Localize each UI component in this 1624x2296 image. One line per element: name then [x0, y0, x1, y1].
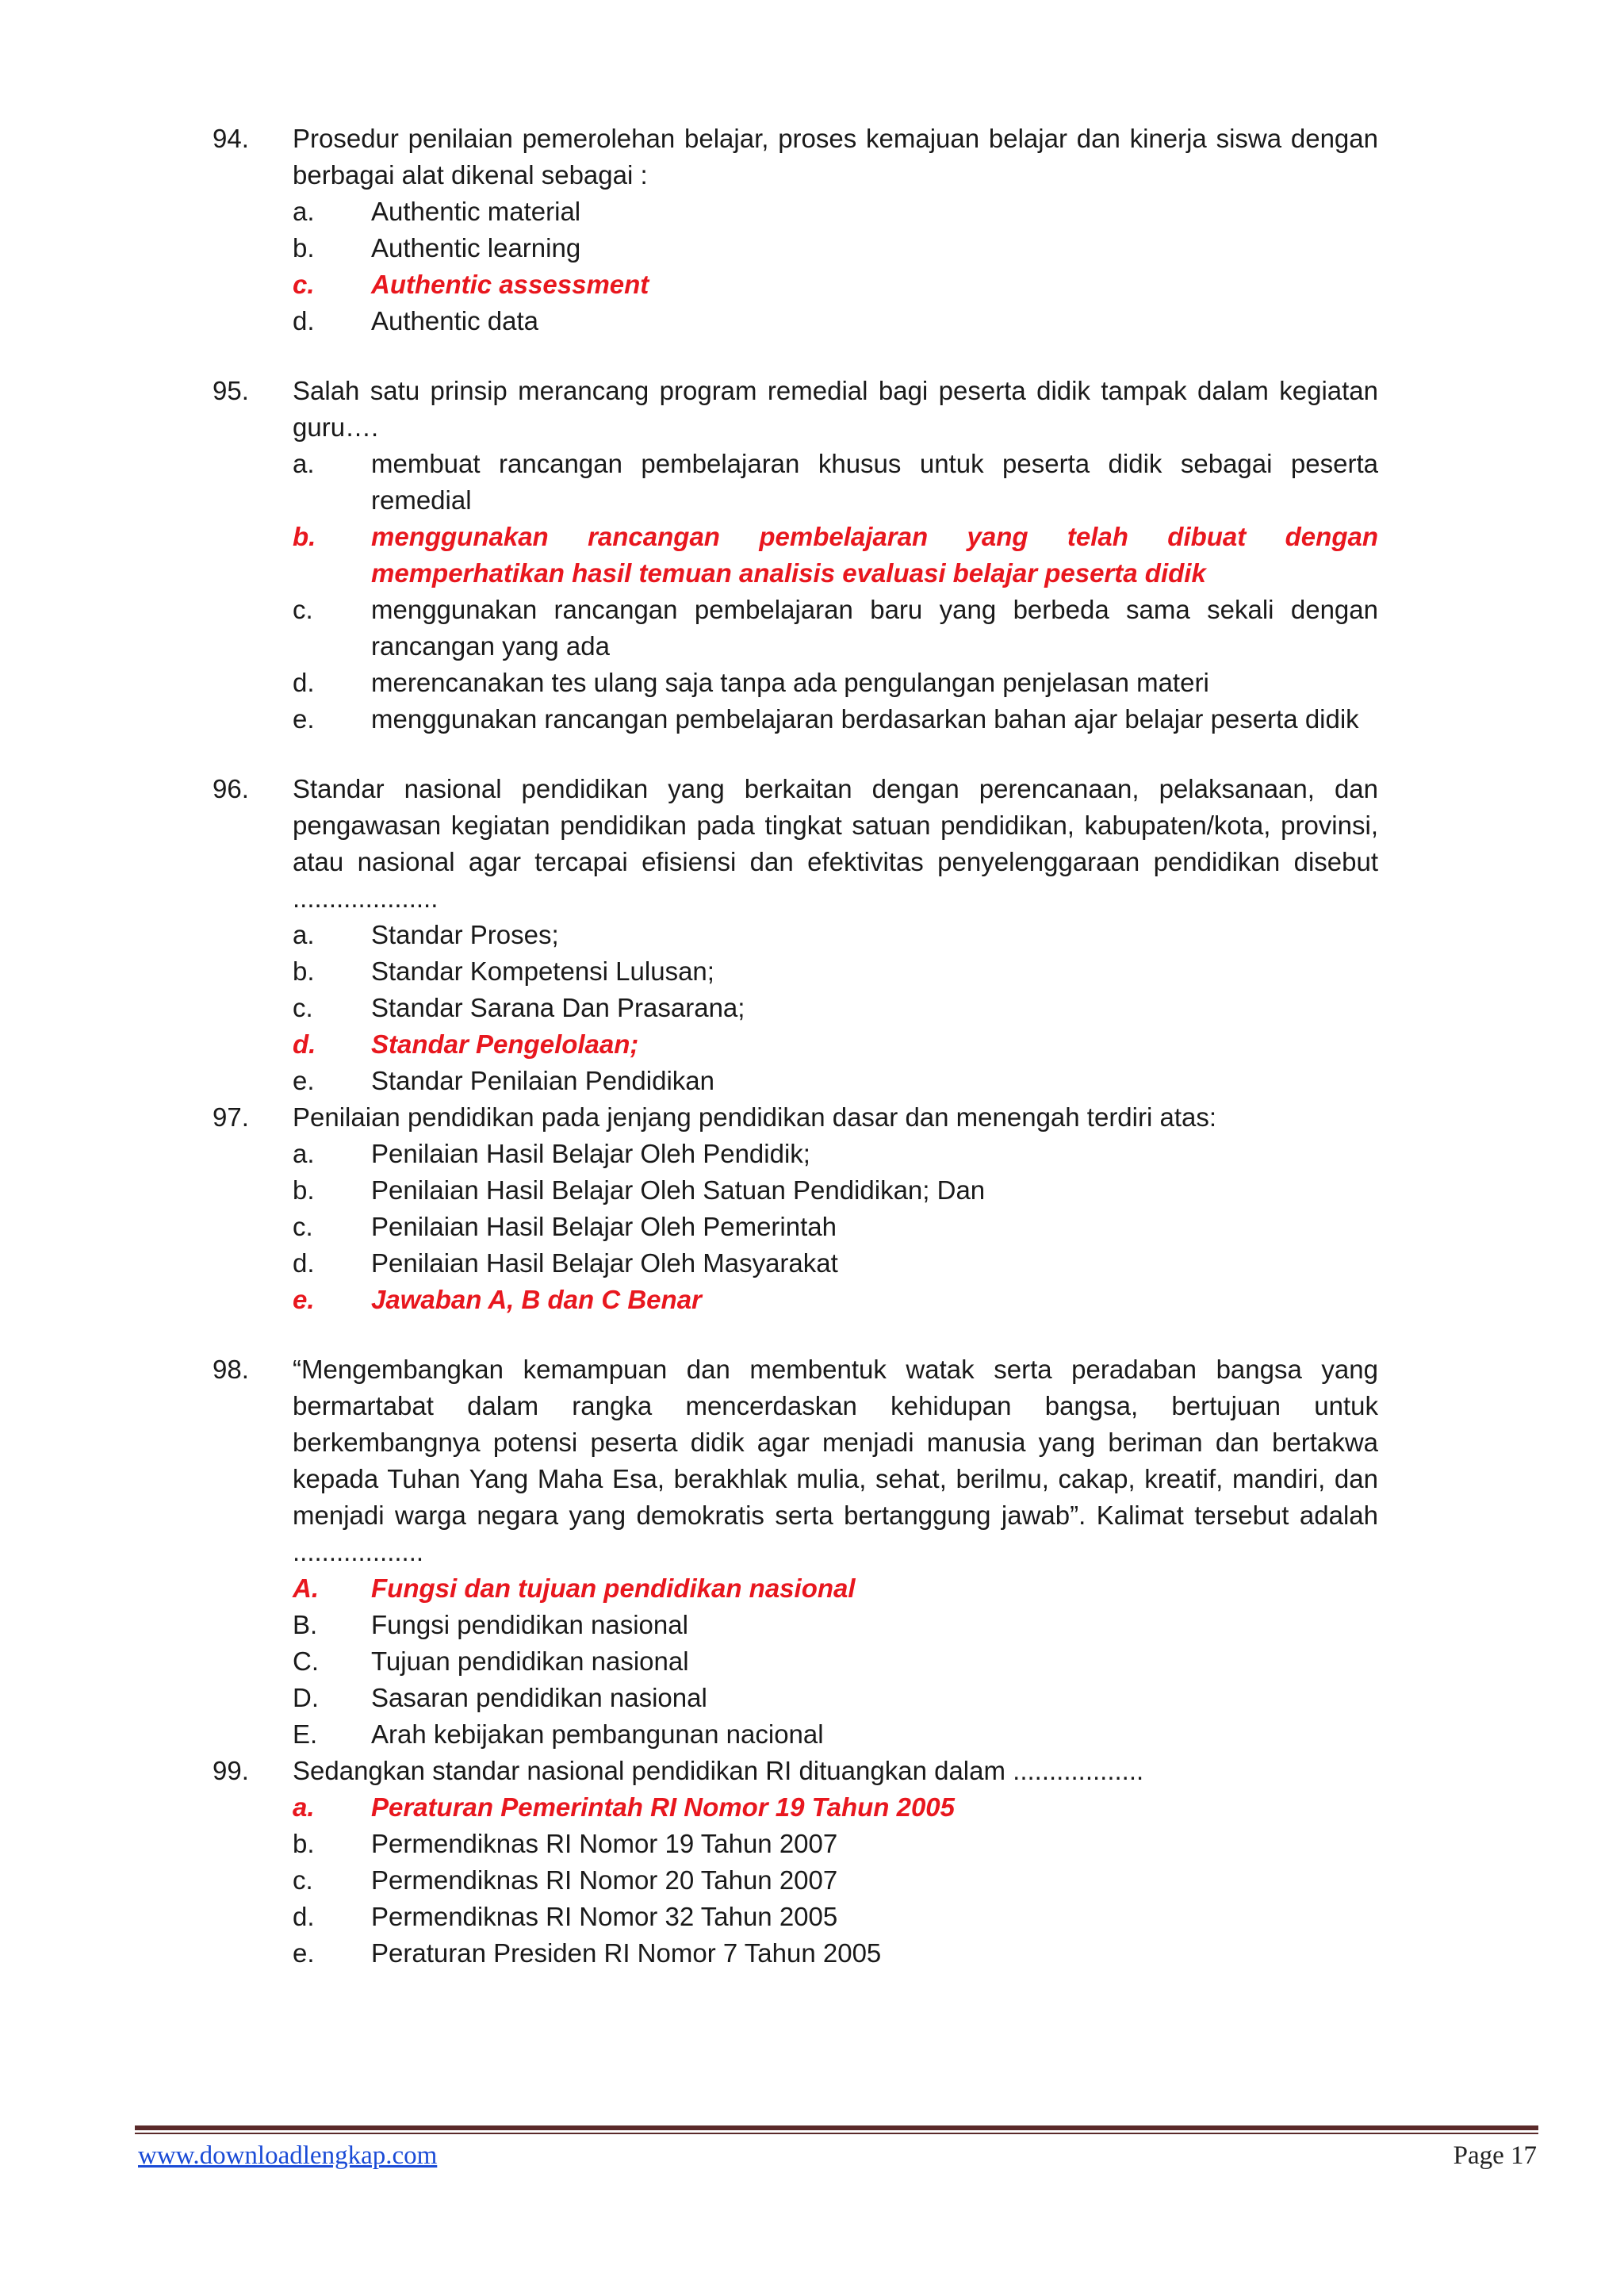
option-letter: d. [293, 1902, 315, 1931]
question-stem [213, 373, 1378, 446]
answer-option [213, 194, 1378, 230]
option-text: Standar Penilaian Pendidikan [371, 1066, 714, 1095]
option-text: Penilaian Hasil Belajar Oleh Satuan Pendidikan; Dan [371, 1175, 986, 1205]
answer-option [213, 917, 1378, 953]
question-number: 95. [213, 376, 249, 405]
option-letter: A. [293, 1573, 319, 1603]
question-stem [213, 121, 1378, 194]
answer-option-correct [213, 1789, 1378, 1826]
option-text: Standar Proses; [371, 920, 559, 949]
question-text: “Mengembangkan kemampuan dan membentuk watak serta peradaban bangsa yang bermartabat dalam rangka mencerdaskan kehidupan bangsa, bertujuan untuk berkembangnya potensi peserta didik agar menjadi manusia yang beriman dan bertakwa kepada Tuhan Yang Maha Esa, berakhlak mulia, sehat, berilmu, cakap, kreatif, mandiri, dan menjadi warga negara yang demokratis serta bertanggung jawab”. Kalimat tersebut adalah .................. [293, 1355, 1378, 1566]
answer-option-correct [213, 519, 1378, 592]
question-block [213, 121, 1378, 339]
option-letter: B. [293, 1610, 318, 1639]
option-letter: b. [293, 1175, 315, 1205]
option-letter: e. [293, 1066, 315, 1095]
question-stem [213, 1753, 1378, 1789]
option-letter: C. [293, 1646, 319, 1676]
answer-option [213, 953, 1378, 990]
answer-option [213, 592, 1378, 665]
option-letter: c. [293, 270, 315, 299]
option-letter: a. [293, 1139, 315, 1168]
answer-option [213, 1899, 1378, 1935]
answer-option [213, 1245, 1378, 1282]
question-list [213, 121, 1378, 2005]
question-stem [213, 771, 1378, 917]
question-block [213, 771, 1378, 1099]
option-text: Arah kebijakan pembangunan nacional [371, 1719, 824, 1749]
option-text: Authentic data [371, 306, 538, 335]
option-letter: b. [293, 522, 316, 551]
question-block [213, 1753, 1378, 1972]
option-letter: c. [293, 993, 313, 1022]
option-text: menggunakan rancangan pembelajaran berdasarkan bahan ajar belajar peserta didik [371, 704, 1359, 734]
option-letter: e. [293, 1285, 315, 1314]
option-text: Standar Pengelolaan; [371, 1029, 639, 1059]
option-text: Standar Kompetensi Lulusan; [371, 956, 714, 986]
option-text: Tujuan pendidikan nasional [371, 1646, 689, 1676]
option-letter: D. [293, 1683, 319, 1712]
question-block [213, 1099, 1378, 1318]
option-text: Fungsi pendidikan nasional [371, 1610, 688, 1639]
option-text: menggunakan rancangan pembelajaran baru yang berbeda sama sekali dengan rancangan yang ada [371, 595, 1378, 661]
answer-option-correct [213, 266, 1378, 303]
answer-option [213, 1680, 1378, 1716]
option-text: Authentic material [371, 197, 581, 226]
option-text: Authentic assessment [371, 270, 649, 299]
option-letter: E. [293, 1719, 318, 1749]
question-number: 97. [213, 1102, 249, 1132]
footer-website-link[interactable]: www.downloadlengkap.com [138, 2141, 438, 2170]
question-text: Salah satu prinsip merancang program remedial bagi peserta didik tampak dalam kegiatan guru…. [293, 376, 1378, 442]
option-letter: d. [293, 306, 315, 335]
option-letter: d. [293, 1248, 315, 1278]
question-text: Standar nasional pendidikan yang berkaitan dengan perencanaan, pelaksanaan, dan pengawasan kegiatan pendidikan pada tingkat satuan pendidikan, kabupaten/kota, provinsi, atau nasional agar tercapai efisiensi dan efektivitas penyelenggaraan pendidikan disebut .................... [293, 774, 1378, 913]
question-text: Prosedur penilaian pemerolehan belajar, proses kemajuan belajar dan kinerja siswa dengan berbagai alat dikenal sebagai : [293, 124, 1378, 190]
question-number: 94. [213, 124, 249, 153]
answer-option [213, 1935, 1378, 1972]
option-letter: b. [293, 1829, 315, 1858]
option-text: Penilaian Hasil Belajar Oleh Masyarakat [371, 1248, 838, 1278]
option-letter: b. [293, 233, 315, 263]
answer-option [213, 1607, 1378, 1643]
option-text: Penilaian Hasil Belajar Oleh Pendidik; [371, 1139, 810, 1168]
option-text: Penilaian Hasil Belajar Oleh Pemerintah [371, 1212, 837, 1241]
answer-option [213, 303, 1378, 339]
option-text: membuat rancangan pembelajaran khusus untuk peserta didik sebagai peserta remedial [371, 449, 1378, 515]
question-number: 98. [213, 1355, 249, 1384]
answer-option [213, 1826, 1378, 1862]
option-letter: a. [293, 197, 315, 226]
question-stem [213, 1099, 1378, 1136]
option-text: Permendiknas RI Nomor 20 Tahun 2007 [371, 1865, 838, 1895]
answer-option [213, 990, 1378, 1026]
option-letter: a. [293, 449, 315, 478]
option-text: Fungsi dan tujuan pendidikan nasional [371, 1573, 856, 1603]
option-text: Permendiknas RI Nomor 19 Tahun 2007 [371, 1829, 838, 1858]
option-text: merencanakan tes ulang saja tanpa ada pengulangan penjelasan materi [371, 668, 1209, 697]
answer-option [213, 1209, 1378, 1245]
option-text: Standar Sarana Dan Prasarana; [371, 993, 745, 1022]
footer-rule-thin [135, 2133, 1538, 2134]
answer-option-correct [213, 1282, 1378, 1318]
option-text: Authentic learning [371, 233, 581, 263]
answer-option-correct [213, 1026, 1378, 1063]
question-stem [213, 1351, 1378, 1570]
answer-option [213, 1716, 1378, 1753]
option-letter: d. [293, 1029, 316, 1059]
answer-option [213, 230, 1378, 266]
option-text: Sasaran pendidikan nasional [371, 1683, 707, 1712]
answer-option [213, 1136, 1378, 1172]
option-text: Peraturan Pemerintah RI Nomor 19 Tahun 2005 [371, 1792, 956, 1822]
option-letter: e. [293, 1938, 315, 1968]
answer-option [213, 1643, 1378, 1680]
option-letter: b. [293, 956, 315, 986]
footer-rule-thick [135, 2125, 1538, 2130]
option-letter: a. [293, 1792, 315, 1822]
answer-option [213, 701, 1378, 738]
answer-option-correct [213, 1570, 1378, 1607]
option-text: Permendiknas RI Nomor 32 Tahun 2005 [371, 1902, 838, 1931]
option-text: Jawaban A, B dan C Benar [371, 1285, 702, 1314]
answer-option [213, 665, 1378, 701]
answer-option [213, 1063, 1378, 1099]
option-letter: a. [293, 920, 315, 949]
option-text: menggunakan rancangan pembelajaran yang telah dibuat dengan memperhatikan hasil temuan analisis evaluasi belajar peserta didik [371, 522, 1378, 588]
answer-option [213, 1172, 1378, 1209]
answer-option [213, 1862, 1378, 1899]
option-letter: c. [293, 1212, 313, 1241]
option-letter: c. [293, 595, 313, 624]
question-text: Penilaian pendidikan pada jenjang pendidikan dasar dan menengah terdiri atas: [293, 1102, 1217, 1132]
answer-option [213, 446, 1378, 519]
question-block [213, 373, 1378, 738]
question-number: 96. [213, 774, 249, 803]
option-letter: e. [293, 704, 315, 734]
option-letter: c. [293, 1865, 313, 1895]
option-letter: d. [293, 668, 315, 697]
question-number: 99. [213, 1756, 249, 1785]
question-block [213, 1351, 1378, 1753]
option-text: Peraturan Presiden RI Nomor 7 Tahun 2005 [371, 1938, 882, 1968]
question-text: Sedangkan standar nasional pendidikan RI dituangkan dalam .................. [293, 1756, 1144, 1785]
footer-page-number: Page 17 [1453, 2141, 1537, 2170]
